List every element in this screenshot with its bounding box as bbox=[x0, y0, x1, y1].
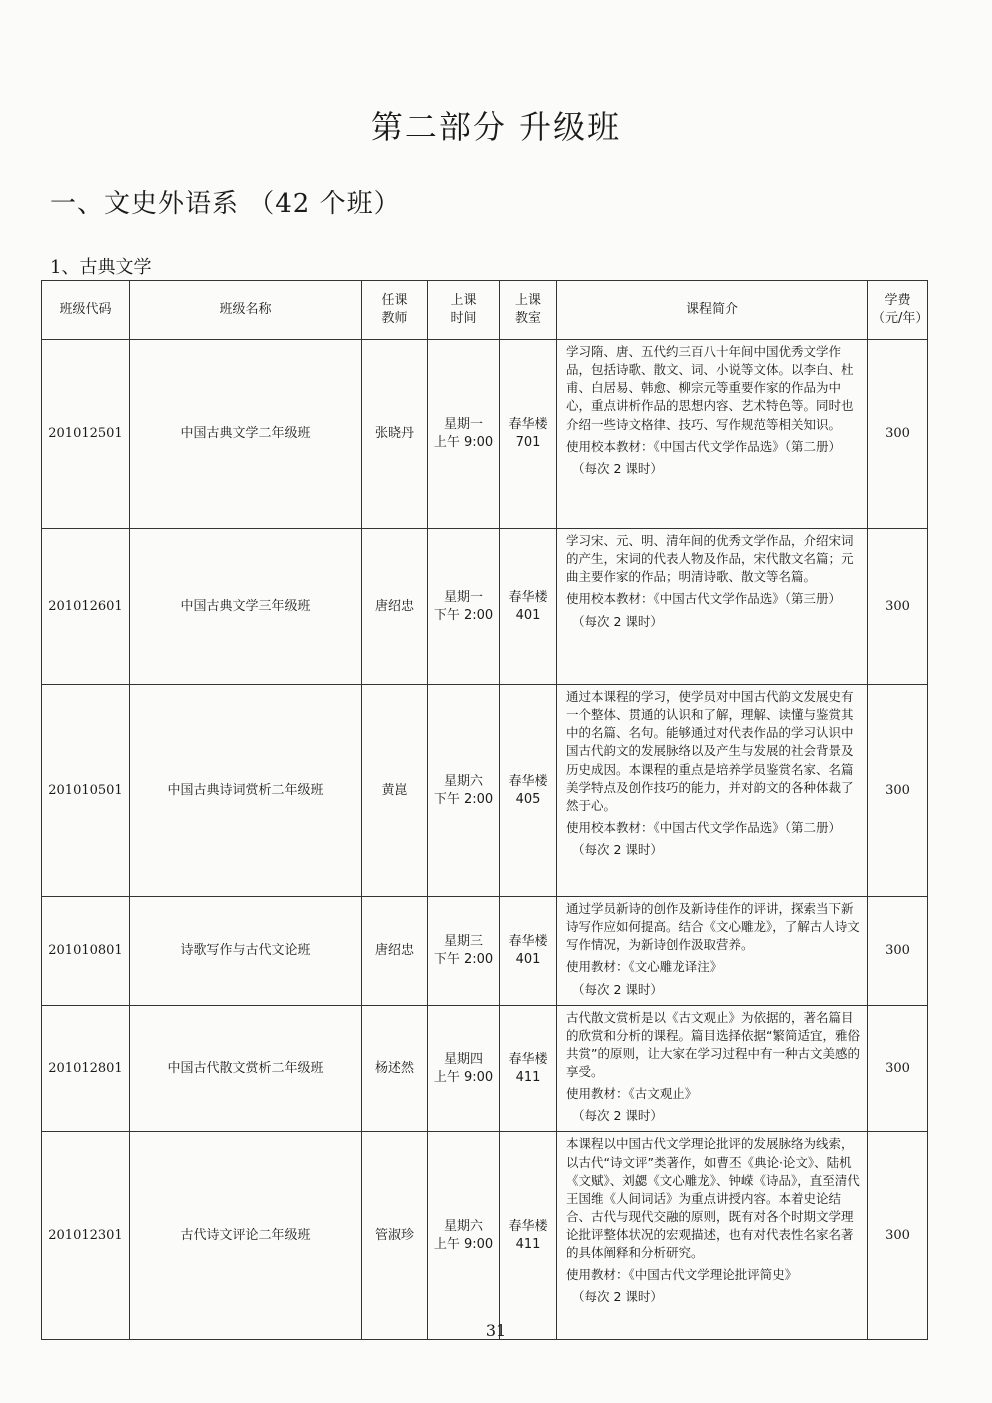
section-title: 一、文史外语系 （42 个班） bbox=[50, 189, 401, 219]
class-code: 201012601 bbox=[42, 529, 130, 685]
class-name: 诗歌写作与古代文论班 bbox=[130, 897, 362, 1006]
header-fee: 学费（元/年） bbox=[868, 281, 928, 340]
header-room: 上课教室 bbox=[500, 281, 557, 340]
course-intro bbox=[557, 1005, 868, 1132]
building: 春华楼 bbox=[508, 934, 548, 950]
building: 春华楼 bbox=[508, 1051, 548, 1067]
building: 春华楼 bbox=[508, 773, 548, 789]
class-day: 星期六 bbox=[443, 1219, 483, 1235]
intro-text: 本课程以中国古代文学理论批评的发展脉络为线索，以古代“诗文评”类著作，如曹丕《典论·论文》、陆机《文赋》、刘勰《文心雕龙》、钟嵘《诗品》，直至清代王国维《人间词话》为重点讲授内容。本着史论结合、古代与现代交融的原则，既有对各个时期文学理论批评整体状况的宏观描述，也有对代表性名家名著的具体阐释和分析研究。 bbox=[566, 1136, 860, 1261]
intro-text: 通过学员新诗的创作及新诗佳作的评讲，探索当下新诗写作应如何提高。结合《文心雕龙》，了解古人诗文写作情况，为新诗创作汲取营养。 bbox=[566, 901, 860, 953]
class-day: 星期一 bbox=[443, 417, 483, 433]
class-code: 201010501 bbox=[42, 685, 130, 897]
classroom bbox=[500, 529, 557, 685]
class-code: 201012501 bbox=[42, 340, 130, 529]
page-number: 31 bbox=[485, 1321, 507, 1340]
table-header-row bbox=[42, 281, 928, 340]
table-row bbox=[42, 1005, 928, 1132]
class-hour: 下午 2:00 bbox=[433, 791, 494, 807]
class-hour: 上午 9:00 bbox=[433, 1069, 494, 1085]
course-intro bbox=[557, 685, 868, 897]
course-table bbox=[41, 280, 928, 1340]
class-hours: （每次 2 课时） bbox=[572, 460, 663, 476]
tuition-fee: 300 bbox=[868, 340, 928, 529]
class-hours: （每次 2 课时） bbox=[572, 1289, 663, 1305]
course-intro bbox=[557, 897, 868, 1006]
class-time bbox=[428, 897, 500, 1006]
classroom bbox=[500, 685, 557, 897]
class-name: 中国古典诗词赏析二年级班 bbox=[130, 685, 362, 897]
intro-text: 古代散文赏析是以《古文观止》为依据的，著名篇目的欣赏和分析的课程。篇目选择依据“繁简适宜，雅俗共赏”的原则，让大家在学习过程中有一种古文美感的享受。 bbox=[566, 1009, 860, 1079]
teacher: 张晓丹 bbox=[362, 340, 428, 529]
textbook: 使用校本教材：《中国古代文学作品选》（第二册） bbox=[566, 819, 842, 835]
course-intro bbox=[557, 529, 868, 685]
teacher: 黄崑 bbox=[362, 685, 428, 897]
table-row bbox=[42, 685, 928, 897]
room-number: 405 bbox=[515, 791, 541, 807]
building: 春华楼 bbox=[508, 1219, 548, 1235]
class-day: 星期四 bbox=[443, 1051, 483, 1067]
class-name: 中国古典文学二年级班 bbox=[130, 340, 362, 529]
classroom bbox=[500, 1132, 557, 1340]
teacher: 唐绍忠 bbox=[362, 897, 428, 1006]
table-row bbox=[42, 529, 928, 685]
tuition-fee: 300 bbox=[868, 685, 928, 897]
class-day: 星期六 bbox=[443, 773, 483, 789]
class-hours: （每次 2 课时） bbox=[572, 613, 663, 629]
classroom bbox=[500, 340, 557, 529]
class-time bbox=[428, 685, 500, 897]
class-name: 中国古代散文赏析二年级班 bbox=[130, 1005, 362, 1132]
class-day: 星期一 bbox=[443, 589, 483, 605]
table-row bbox=[42, 897, 928, 1006]
teacher: 管淑珍 bbox=[362, 1132, 428, 1340]
tuition-fee: 300 bbox=[868, 1132, 928, 1340]
class-time bbox=[428, 529, 500, 685]
class-name: 古代诗文评论二年级班 bbox=[130, 1132, 362, 1340]
class-hour: 上午 9:00 bbox=[433, 435, 494, 450]
building: 春华楼 bbox=[508, 417, 548, 433]
room-number: 401 bbox=[515, 607, 541, 623]
class-hour: 下午 2:00 bbox=[433, 607, 494, 623]
class-code: 201012801 bbox=[42, 1005, 130, 1132]
room-number: 701 bbox=[515, 435, 541, 450]
room-number: 411 bbox=[515, 1236, 541, 1252]
tuition-fee: 300 bbox=[868, 897, 928, 1006]
textbook: 使用校本教材：《中国古代文学作品选》（第三册） bbox=[566, 591, 842, 607]
room-number: 411 bbox=[515, 1069, 541, 1085]
subsection-title: 1、古典文学 bbox=[50, 257, 152, 278]
header-teacher: 任课教师 bbox=[362, 281, 428, 340]
teacher: 杨述然 bbox=[362, 1005, 428, 1132]
course-intro bbox=[557, 1132, 868, 1340]
table-row bbox=[42, 340, 928, 529]
tuition-fee: 300 bbox=[868, 1005, 928, 1132]
textbook: 使用教材：《中国古代文学理论批评简史》 bbox=[566, 1267, 798, 1283]
tuition-fee: 300 bbox=[868, 529, 928, 685]
class-hours: （每次 2 课时） bbox=[572, 1108, 663, 1124]
class-name: 中国古典文学三年级班 bbox=[130, 529, 362, 685]
building: 春华楼 bbox=[508, 589, 548, 605]
header-code: 班级代码 bbox=[42, 281, 130, 340]
class-time bbox=[428, 340, 500, 529]
course-intro bbox=[557, 340, 868, 529]
teacher: 唐绍忠 bbox=[362, 529, 428, 685]
textbook: 使用校本教材：《中国古代文学作品选》（第二册） bbox=[566, 438, 842, 454]
header-name: 班级名称 bbox=[130, 281, 362, 340]
intro-text: 学习隋、唐、五代约三百八十年间中国优秀文学作品，包括诗歌、散文、词、小说等文体。以李白、杜甫、白居易、韩愈、柳宗元等重要作家的作品为中心，重点讲析作品的思想内容、艺术特色等。同时也介绍一些诗文格律、技巧、写作规范等相关知识。 bbox=[566, 344, 854, 432]
class-day: 星期三 bbox=[443, 934, 483, 950]
class-code: 201010801 bbox=[42, 897, 130, 1006]
class-hours: （每次 2 课时） bbox=[572, 981, 663, 997]
intro-text: 学习宋、元、明、清年间的优秀文学作品，介绍宋词的产生，宋词的代表人物及作品，宋代散文名篇；元曲主要作家的作品；明清诗歌、散文等名篇。 bbox=[566, 533, 854, 585]
textbook: 使用教材：《文心雕龙译注》 bbox=[566, 959, 723, 975]
header-time: 上课时间 bbox=[428, 281, 500, 340]
intro-text: 通过本课程的学习，使学员对中国古代韵文发展史有一个整体、贯通的认识和了解，理解、读懂与鉴赏其中的名篇、名句。能够通过对代表作品的学习认识中国古代韵文的发展脉络以及产生与发展的社会背景及历史成因。本课程的重点是培养学员鉴赏名家、名篇美学特点及创作技巧的能力，并对韵文的各种体裁了然于心。 bbox=[566, 689, 854, 813]
class-time bbox=[428, 1005, 500, 1132]
class-hours: （每次 2 课时） bbox=[572, 842, 663, 857]
table-row bbox=[42, 1132, 928, 1340]
class-code: 201012301 bbox=[42, 1132, 130, 1340]
room-number: 401 bbox=[515, 951, 541, 967]
class-hour: 上午 9:00 bbox=[433, 1236, 494, 1252]
textbook: 使用教材：《古文观止》 bbox=[566, 1086, 698, 1102]
part-title: 第二部分 升级班 bbox=[370, 108, 622, 146]
class-time bbox=[428, 1132, 500, 1340]
classroom bbox=[500, 1005, 557, 1132]
classroom bbox=[500, 897, 557, 1006]
header-intro: 课程简介 bbox=[557, 281, 868, 340]
class-hour: 下午 2:00 bbox=[433, 951, 494, 967]
